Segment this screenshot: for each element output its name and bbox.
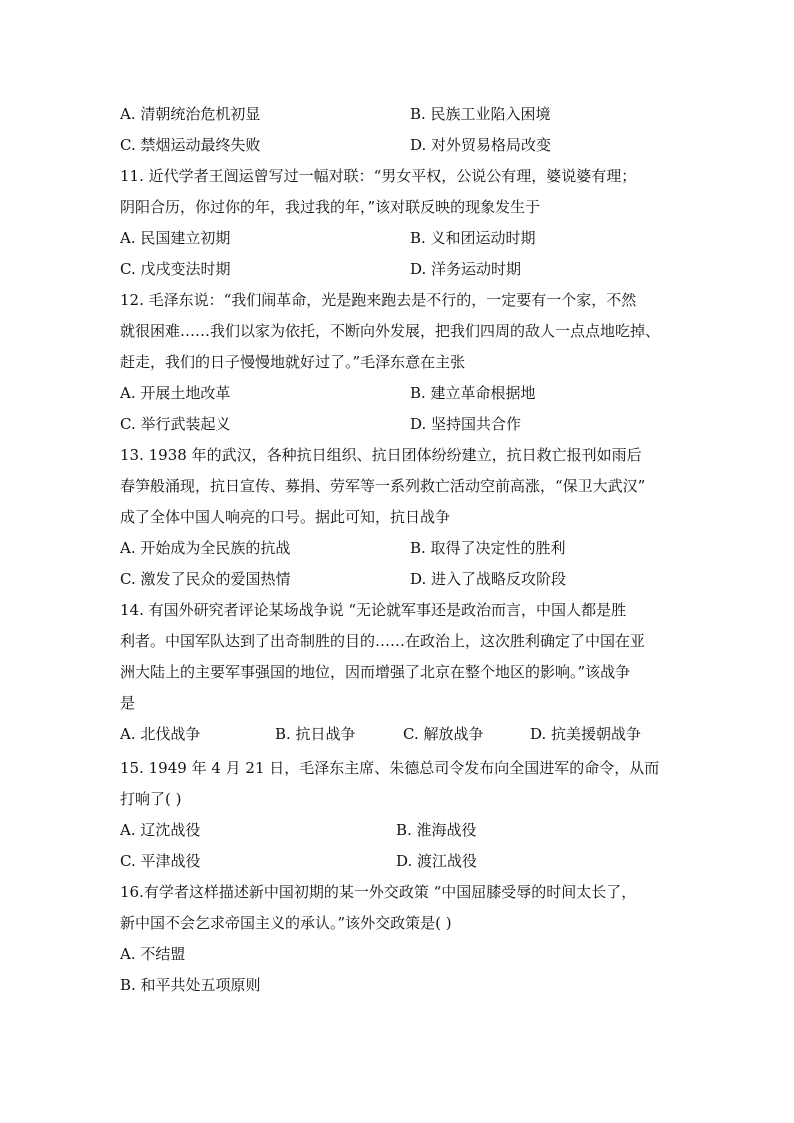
q13-option-d: D. 进入了战略反攻阶段 <box>410 570 567 588</box>
q10-option-d: D. 对外贸易格局改变 <box>410 136 552 154</box>
q12-stem-line-2: 就很困难……我们以家为依托，不断向外发展，把我们四周的敌人一点点地吃掉、 <box>120 322 661 340</box>
q12-option-d: D. 坚持国共合作 <box>410 415 522 433</box>
q14-option-c: C. 解放战争 <box>403 725 484 743</box>
q15-stem-line-2: 打响了( ) <box>120 790 182 808</box>
q11-stem-line-2: 阴阳合历，你过你的年，我过我的年，”该对联反映的现象发生于 <box>120 198 541 216</box>
q14-option-a: A. 北伐战争 <box>120 725 201 743</box>
q14-stem-line-4: 是 <box>120 694 136 712</box>
q13-stem-line-3: 成了全体中国人响亮的口号。据此可知，抗日战争 <box>120 508 451 526</box>
q10-option-b: B. 民族工业陷入困境 <box>410 105 551 123</box>
q16-option-a: A. 不结盟 <box>120 945 186 963</box>
q15-option-c: C. 平津战役 <box>120 852 201 870</box>
q13-option-c: C. 激发了民众的爱国热情 <box>120 570 291 588</box>
q14-stem-line-1: 14. 有国外研究者评论某场战争说 “无论就军事还是政治而言，中国人都是胜 <box>120 601 627 619</box>
q12-option-b: B. 建立革命根据地 <box>410 384 536 402</box>
q11-option-b: B. 义和团运动时期 <box>410 229 536 247</box>
q12-option-c: C. 举行武装起义 <box>120 415 231 433</box>
q13-option-a: A. 开始成为全民族的抗战 <box>120 539 291 557</box>
q14-option-b: B. 抗日战争 <box>275 725 356 743</box>
q12-stem-line-1: 12. 毛泽东说：“我们闹革命，光是跑来跑去是不行的，一定要有一个家，不然 <box>120 291 637 309</box>
q14-stem-line-2: 利者。中国军队达到了出奇制胜的目的……在政治上，这次胜利确定了中国在亚 <box>120 632 646 650</box>
q11-option-c: C. 戊戌变法时期 <box>120 260 231 278</box>
q12-stem-line-3: 赶走，我们的日子慢慢地就好过了。”毛泽东意在主张 <box>120 353 466 371</box>
q14-stem-line-3: 洲大陆上的主要军事强国的地位，因而增强了北京在整个地区的影响。”该战争 <box>120 663 631 681</box>
q16-option-b: B. 和平共处五项原则 <box>120 976 261 994</box>
q10-option-c: C. 禁烟运动最终失败 <box>120 136 261 154</box>
q15-stem-line-1: 15. 1949 年 4 月 21 日，毛泽东主席、朱德总司令发布向全国进军的命令，从而 <box>120 759 660 777</box>
q16-stem-line-2: 新中国不会乞求帝国主义的承认。”该外交政策是( ) <box>120 914 452 932</box>
q16-stem-line-1: 16.有学者这样描述新中国初期的某一外交政策 “中国屈膝受辱的时间太长了， <box>120 883 637 901</box>
q11-option-a: A. 民国建立初期 <box>120 229 231 247</box>
q14-option-d: D. 抗美援朝战争 <box>530 725 642 743</box>
q12-option-a: A. 开展土地改革 <box>120 384 231 402</box>
q11-stem-line-1: 11. 近代学者王闿运曾写过一幅对联：“男女平权，公说公有理，婆说婆有理； <box>120 167 637 185</box>
q13-option-b: B. 取得了决定性的胜利 <box>410 539 566 557</box>
q15-option-b: B. 淮海战役 <box>396 821 477 839</box>
q13-stem-line-2: 春笋般涌现，抗日宣传、募捐、劳军等一系列救亡活动空前高涨，“保卫大武汉” <box>120 477 646 495</box>
q11-option-d: D. 洋务运动时期 <box>410 260 522 278</box>
q15-option-a: A. 辽沈战役 <box>120 821 201 839</box>
q15-option-d: D. 渡江战役 <box>396 852 478 870</box>
q10-option-a: A. 清朝统治危机初显 <box>120 105 261 123</box>
q13-stem-line-1: 13. 1938 年的武汉，各种抗日组织、抗日团体纷纷建立，抗日救亡报刊如雨后 <box>120 446 642 464</box>
